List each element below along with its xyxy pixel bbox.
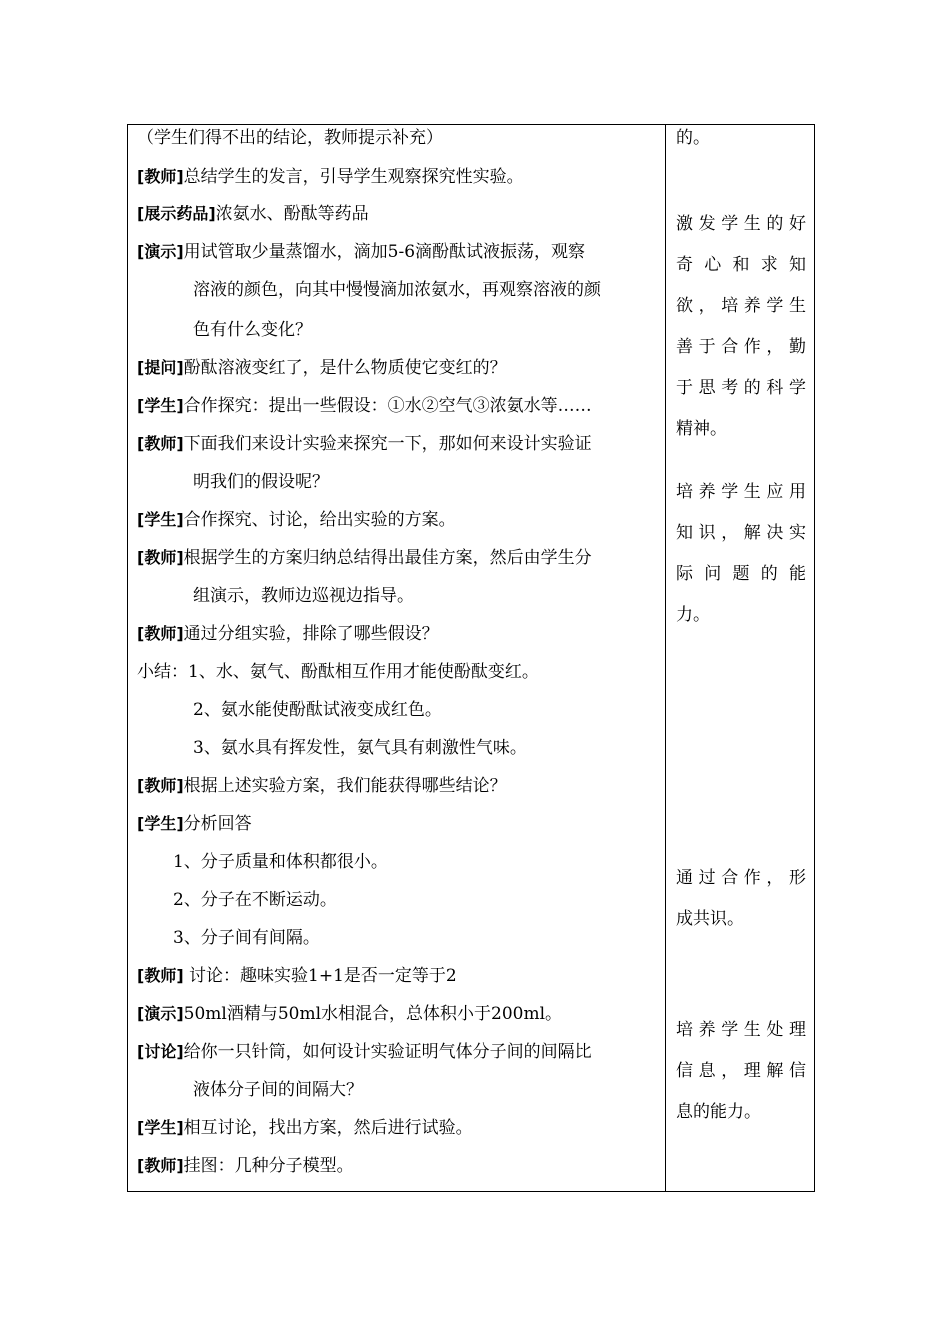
intent-line: 奇心和求知	[676, 255, 806, 275]
text-line: [教师]总结学生的发言，引导学生观察探究性实验。	[137, 167, 524, 187]
intent-line: 通过合作，形	[676, 868, 806, 888]
text-line: [提问]酚酞溶液变红了，是什么物质使它变红的？	[137, 358, 507, 378]
text-line: 组演示，教师边巡视边指导。	[193, 586, 414, 606]
intent-line: 善于合作，勤	[676, 337, 806, 357]
role-tag: [讨论]	[137, 1042, 184, 1061]
text-line: [学生]合作探究、讨论，给出实验的方案。	[137, 510, 456, 530]
intent-line: 息的能力。	[676, 1102, 761, 1122]
intent-line: 激发学生的好	[676, 214, 806, 234]
text-line: [演示]用试管取少量蒸馏水，滴加5-6滴酚酞试液振荡，观察	[137, 242, 586, 262]
intent-line: 精神。	[676, 419, 727, 439]
intent-line: 培养学生处理	[676, 1020, 806, 1040]
text-line: [学生]相互讨论，找出方案，然后进行试验。	[137, 1118, 473, 1138]
role-tag: [学生]	[137, 1118, 184, 1137]
role-tag: [教师]	[137, 434, 184, 453]
role-tag: [展示药品]	[137, 204, 216, 223]
text-line: [教师] 讨论：趣味实验1+1是否一定等于2	[137, 966, 457, 986]
text-line: 3、分子间有间隔。	[173, 928, 320, 948]
role-tag: [学生]	[137, 510, 184, 529]
text-line: （学生们得不出的结论，教师提示补充）	[137, 128, 443, 148]
role-tag: [学生]	[137, 396, 184, 415]
text-line: [展示药品]浓氨水、酚酞等药品	[137, 204, 369, 224]
intent-line: 培养学生应用	[676, 482, 806, 502]
text-line: 溶液的颜色，向其中慢慢滴加浓氨水，再观察溶液的颜	[193, 280, 601, 300]
role-tag: [教师]	[137, 624, 184, 643]
role-tag: [演示]	[137, 1004, 184, 1023]
text-line: 色有什么变化？	[193, 320, 312, 340]
text-line: 2、氨水能使酚酞试液变成红色。	[193, 700, 442, 720]
role-tag: [教师]	[137, 966, 184, 985]
text-line: 明我们的假设呢？	[193, 472, 329, 492]
text-line: [教师]挂图：几种分子模型。	[137, 1156, 354, 1176]
text-line: [教师]根据学生的方案归纳总结得出最佳方案，然后由学生分	[137, 548, 592, 568]
intent-line: 力。	[676, 605, 710, 625]
text-line: 2、分子在不断运动。	[173, 890, 337, 910]
text-line: 小结：1、水、氨气、酚酞相互作用才能使酚酞变红。	[137, 662, 539, 682]
intent-line: 信息，理解信	[676, 1061, 806, 1081]
text-line: [教师]根据上述实验方案，我们能获得哪些结论？	[137, 776, 507, 796]
column-divider	[665, 124, 666, 1192]
text-line: [学生]合作探究：提出一些假设：①水②空气③浓氨水等……	[137, 396, 592, 416]
intent-line: 成共识。	[676, 909, 744, 929]
role-tag: [教师]	[137, 776, 184, 795]
intent-line: 知识，解决实	[676, 523, 806, 543]
text-line: [演示]50ml酒精与50ml水相混合，总体积小于200ml。	[137, 1004, 563, 1024]
role-tag: [教师]	[137, 167, 184, 186]
role-tag: [演示]	[137, 242, 184, 261]
intent-line: 于思考的科学	[676, 378, 806, 398]
intent-line: 际问题的能	[676, 564, 806, 584]
role-tag: [教师]	[137, 548, 184, 567]
text-line: [教师]通过分组实验，排除了哪些假设？	[137, 624, 439, 644]
role-tag: [提问]	[137, 358, 184, 377]
role-tag: [学生]	[137, 814, 184, 833]
text-line: 1、分子质量和体积都很小。	[173, 852, 388, 872]
text-line: 液体分子间的间隔大？	[193, 1080, 363, 1100]
intent-line: 的。	[676, 128, 710, 148]
text-line: 3、氨水具有挥发性，氨气具有刺激性气味。	[193, 738, 527, 758]
role-tag: [教师]	[137, 1156, 184, 1175]
text-line: [讨论]给你一只针筒，如何设计实验证明气体分子间的间隔比	[137, 1042, 592, 1062]
text-line: [学生]分析回答	[137, 814, 252, 834]
intent-line: 欲，培养学生	[676, 296, 806, 316]
text-line: [教师]下面我们来设计实验来探究一下，那如何来设计实验证	[137, 434, 592, 454]
